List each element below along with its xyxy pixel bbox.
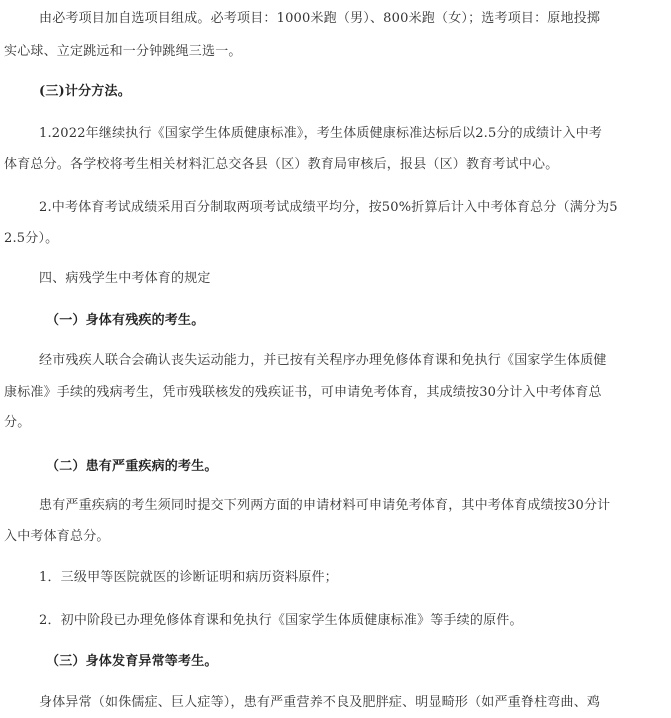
abnormal-paragraph-line-1: 身体异常（如侏儒症、巨人症等），患有严重营养不良及肥胖症、明显畸形（如严重脊柱弯曲、鸡 [39, 695, 601, 710]
subsection-1-heading: （一）身体有残疾的考生。 [46, 313, 205, 328]
disability-paragraph-line-3: 分。 [4, 415, 31, 430]
scoring-rule-2-line-2: 2.5分）。 [4, 231, 59, 246]
section-4-heading: 四、病残学生中考体育的规定 [39, 271, 211, 286]
exam-items-line-1: 由必考项目加自选项目组成。必考项目：1000米跑（男）、800米跑（女）；选考项目：原地投掷 [39, 11, 601, 26]
disability-paragraph-line-1: 经市残疾人联合会确认丧失运动能力，并已按有关程序办理免修体育课和免执行《国家学生体质健 [39, 353, 607, 368]
illness-paragraph-line-1: 患有严重疾病的考生须同时提交下列两方面的申请材料可申请免考体育，其中考体育成绩按30分计 [39, 498, 611, 513]
subsection-2-heading: （二）患有严重疾病的考生。 [46, 459, 218, 474]
scoring-rule-2-line-1: 2.中考体育考试成绩采用百分制取两项考试成绩平均分，按50%折算后计入中考体育总分（满分为5 [39, 200, 618, 215]
illness-item-1: 1．三级甲等医院就医的诊断证明和病历资料原件； [39, 570, 338, 585]
exam-items-line-2: 实心球、立定跳远和一分钟跳绳三选一。 [4, 44, 242, 59]
illness-item-2: 2．初中阶段已办理免修体育课和免执行《国家学生体质健康标准》等手续的原件。 [39, 613, 523, 628]
subsection-3-heading: （三）身体发育异常等考生。 [46, 654, 218, 669]
section-scoring-heading: (三)计分方法。 [39, 84, 131, 99]
disability-paragraph-line-2: 康标准》手续的残病考生，凭市残联核发的残疾证书，可申请免考体育，其成绩按30分计入中考体育总 [4, 385, 602, 400]
scoring-rule-1-line-2: 体育总分。各学校将考生相关材料汇总交各县（区）教育局审核后，报县（区）教育考试中心。 [4, 157, 559, 172]
illness-paragraph-line-2: 入中考体育总分。 [4, 529, 110, 544]
scoring-rule-1-line-1: 1.2022年继续执行《国家学生体质健康标准》，考生体质健康标准达标后以2.5分的成绩计入中考 [39, 126, 603, 141]
